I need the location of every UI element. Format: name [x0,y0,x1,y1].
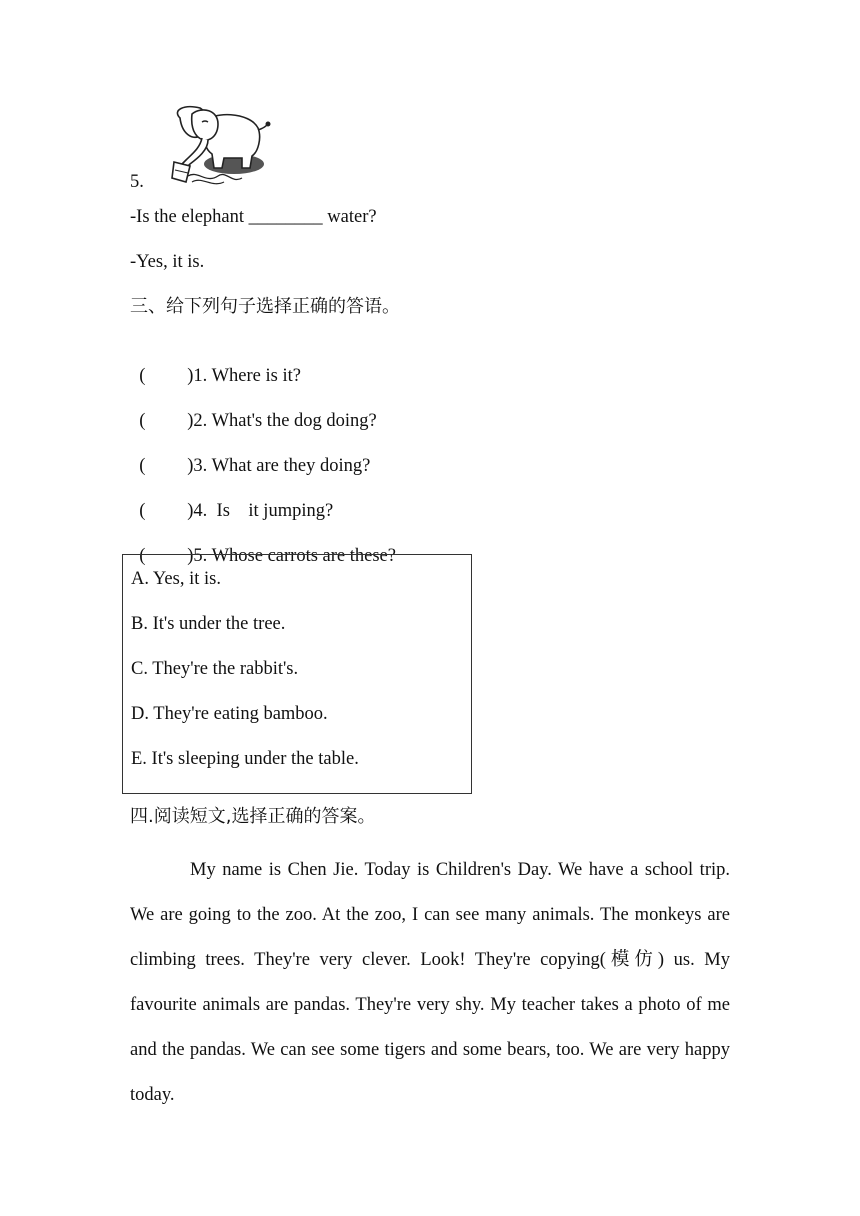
match-item-2 [130,385,377,433]
match-item-text: 2. What's the dog doing? [193,411,377,431]
match-item-text: 5. Whose carrots are these? [193,546,396,566]
answer-blank-open: ( [139,456,146,476]
answer-blank-open: ( [139,411,146,431]
answer-blank-close: ) [187,411,194,431]
reading-passage: My name is Chen Jie. Today is Children's Day. We have a school trip. We are going to the zoo. At the zoo, I can see many animals. The monkeys are climbing trees. They're very clever. Look! They're copying(模仿) us. My favourite animals are pandas. They're very shy. My teacher takes a photo of me and the pandas. We can see some tigers and some bears, too. We are very happy today. [130,860,730,1105]
match-item-text: 4. Is it jumping? [193,501,334,521]
answer-blank-open: ( [139,501,146,521]
question-5-text: -Is the elephant ________ water? [130,207,377,227]
answer-blank-open: ( [139,366,146,386]
answer-blank-open: ( [139,546,146,566]
answer-blank-close: ) [187,501,194,521]
question-5-answer: -Yes, it is. [130,252,205,272]
section-4-title: 四.阅读短文,选择正确的答案。 [130,806,376,827]
answer-blank-close: ) [187,546,194,566]
option-b: B. It's under the tree. [131,614,286,634]
option-a: A. Yes, it is. [131,569,221,589]
match-item-text: 3. What are they doing? [193,456,371,476]
option-d: D. They're eating bamboo. [131,704,328,724]
match-item-4 [130,475,333,523]
match-item-3 [130,430,370,478]
match-item-text: 1. Where is it? [193,366,301,386]
option-c: C. They're the rabbit's. [131,659,299,679]
section-3-title: 三、给下列句子选择正确的答语。 [130,296,400,317]
match-item-1 [130,340,301,388]
answer-blank-close: ) [187,366,194,386]
elephant-drinking-illustration [162,104,272,190]
option-e: E. It's sleeping under the table. [131,749,359,769]
answer-blank-close: ) [187,456,194,476]
question-number: 5. [130,172,144,192]
answer-options-box [122,554,472,794]
